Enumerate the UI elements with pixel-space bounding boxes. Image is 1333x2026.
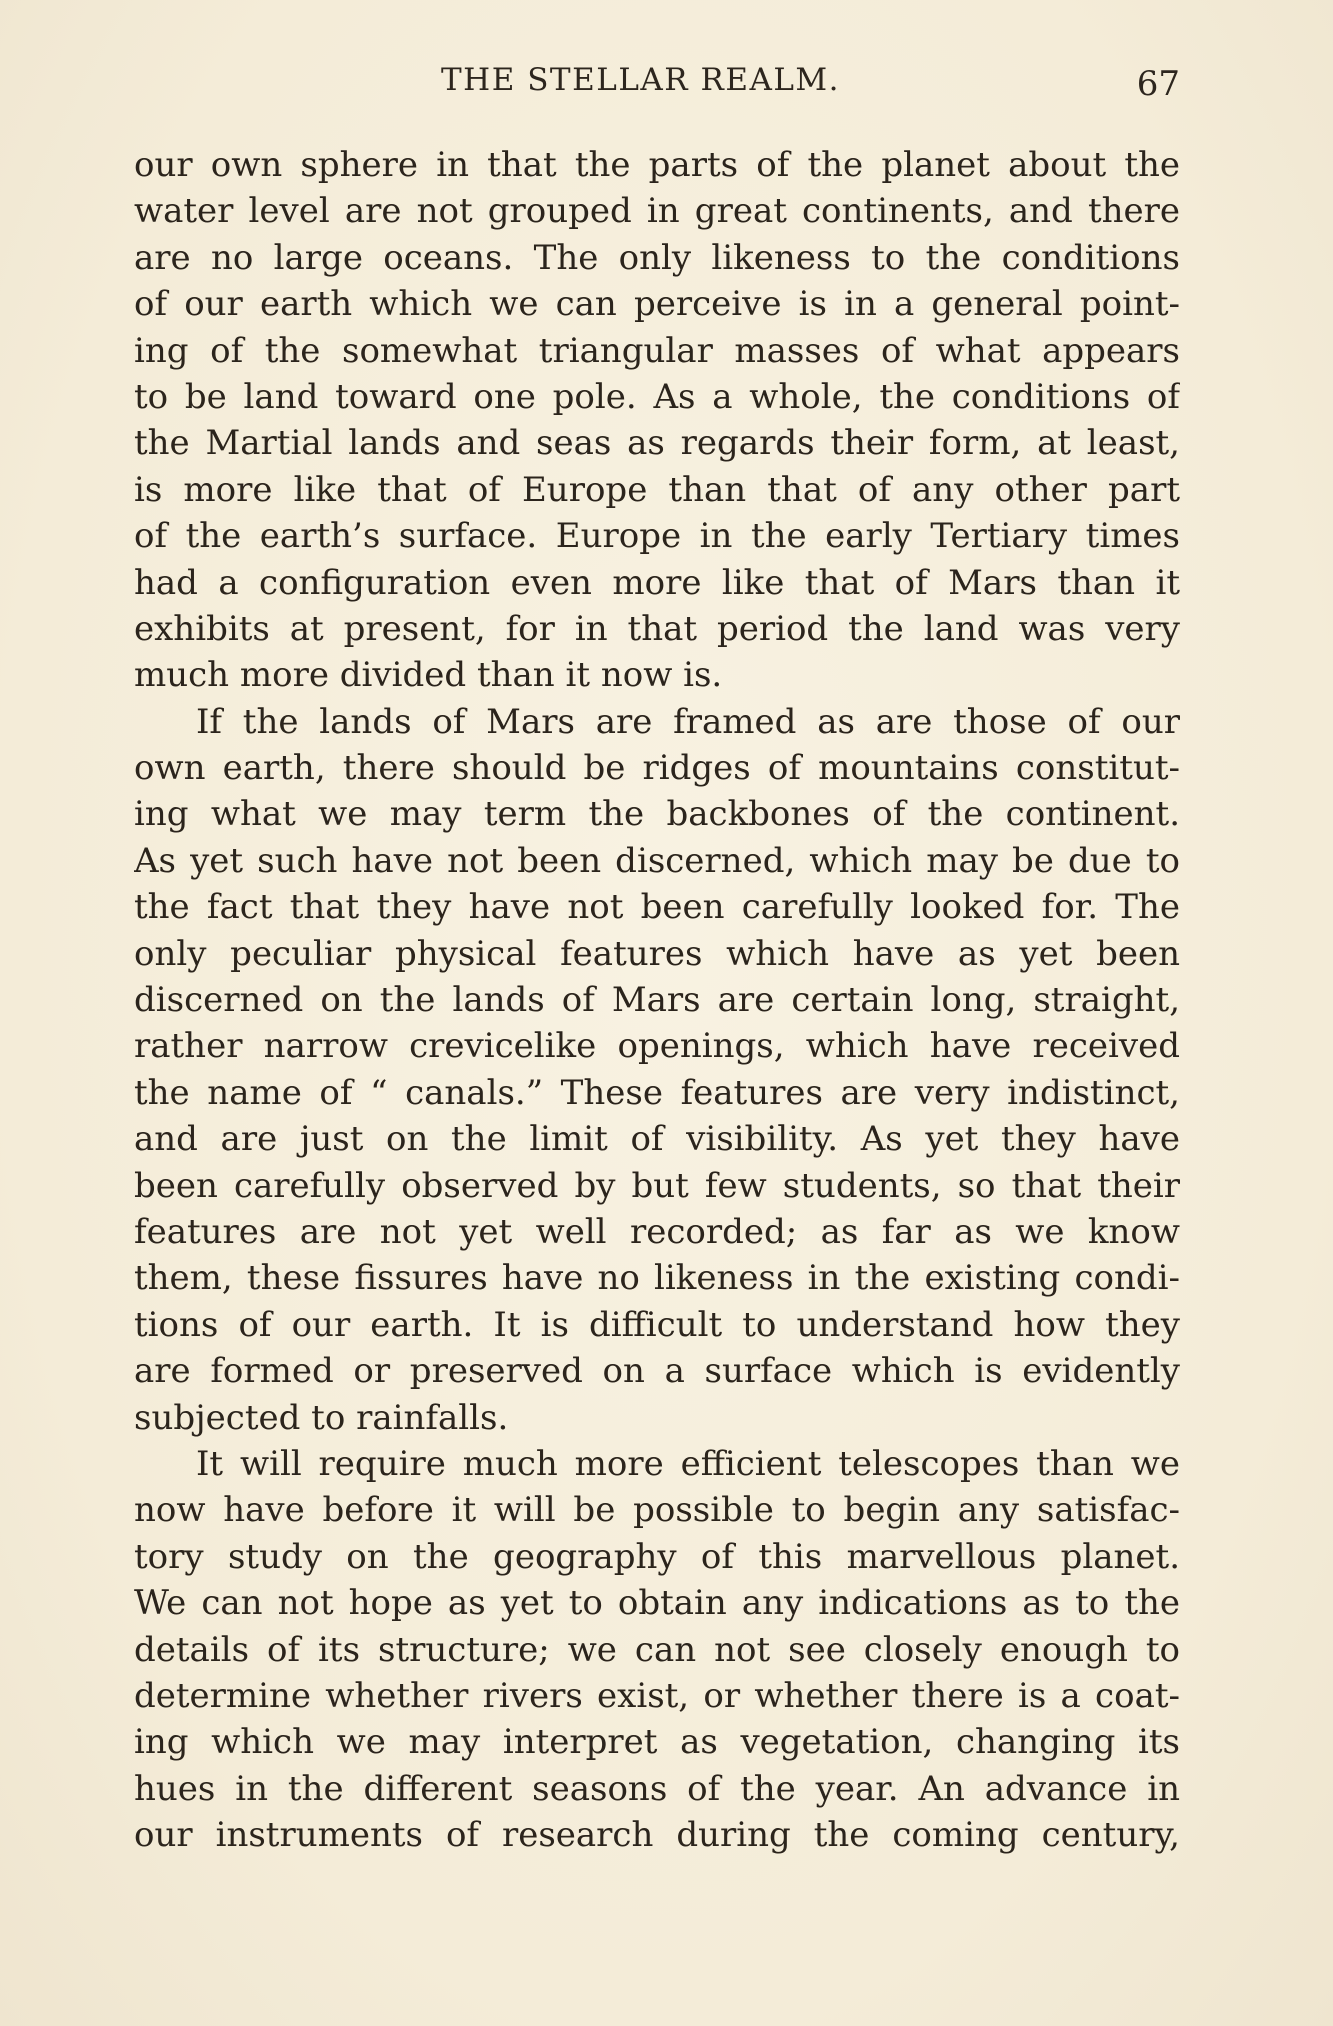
text-line: As yet such have not been discerned, which may be due to: [134, 840, 1180, 881]
text-line: If the lands of Mars are framed as are those of our: [196, 701, 1180, 742]
text-line: rather narrow crevicelike openings, which have received: [134, 1026, 1180, 1067]
text-line: details of its structure; we can not see closely enough to: [134, 1629, 1180, 1670]
text-line: exhibits at present, for in that period the land was very: [134, 608, 1180, 649]
text-line: been carefully observed by but few students, so that their: [134, 1165, 1180, 1206]
text-line: only peculiar physical features which have as yet been: [134, 933, 1180, 974]
text-line: our own sphere in that the parts of the planet about the: [134, 145, 1180, 185]
text-line: own earth, there should be ridges of mountains constitut-: [134, 748, 1180, 789]
text-line: of our earth which we can perceive is in a general point-: [134, 284, 1180, 325]
running-title: THE STELLAR REALM.: [441, 62, 841, 98]
text-line: had a configuration even more like that of Mars than it: [134, 562, 1180, 603]
text-line: now have before it will be possible to begin any satisfac-: [134, 1490, 1180, 1531]
text-line: ing of the somewhat triangular masses of what appears: [134, 330, 1180, 371]
text-line: discerned on the lands of Mars are certain long, straight,: [134, 980, 1180, 1021]
text-line: determine whether rivers exist, or whether there is a coat-: [134, 1675, 1180, 1716]
text-line: features are not yet well recorded; as far as we know: [134, 1211, 1180, 1252]
text-line: the fact that they have not been carefully looked for. The: [134, 887, 1180, 928]
text-line: tory study on the geography of this marvellous planet.: [134, 1536, 1180, 1577]
text-line: our instruments of research during the coming century,: [134, 1815, 1180, 1856]
text-line: ing which we may interpret as vegetation, changing its: [134, 1722, 1180, 1763]
text-line: to be land toward one pole. As a whole, the conditions of: [134, 376, 1180, 417]
text-line: subjected to rainfalls.: [134, 1397, 509, 1438]
text-line: are formed or preserved on a surface which is evidently: [134, 1351, 1180, 1392]
text-line: is more like that of Europe than that of any other part: [134, 469, 1180, 510]
text-line: the name of “ canals.” These features are very indistinct,: [134, 1072, 1180, 1113]
text-line: tions of our earth. It is difficult to understand how they: [134, 1304, 1180, 1345]
text-line: ing what we may term the backbones of the continent.: [134, 794, 1180, 835]
text-line: It will require much more efficient telescopes than we: [196, 1443, 1180, 1484]
body-text: [134, 142, 1180, 1858]
text-line: much more divided than it now is.: [134, 655, 723, 696]
text-line: and are just on the limit of visibility. As yet they have: [134, 1119, 1180, 1160]
text-line: water level are not grouped in great continents, and there: [134, 191, 1180, 232]
text-line: of the earth’s surface. Europe in the early Tertiary times: [134, 516, 1180, 557]
text-line: them, these fissures have no likeness in the existing condi-: [134, 1258, 1180, 1299]
page-header: [134, 56, 1180, 106]
text-line: We can not hope as yet to obtain any indications as to the: [134, 1583, 1180, 1624]
text-line: the Martial lands and seas as regards their form, at least,: [134, 423, 1180, 464]
text-line: are no large oceans. The only likeness to the conditions: [134, 237, 1180, 278]
text-line: hues in the different seasons of the year. An advance in: [134, 1768, 1180, 1809]
page-number: 67: [1136, 64, 1180, 104]
